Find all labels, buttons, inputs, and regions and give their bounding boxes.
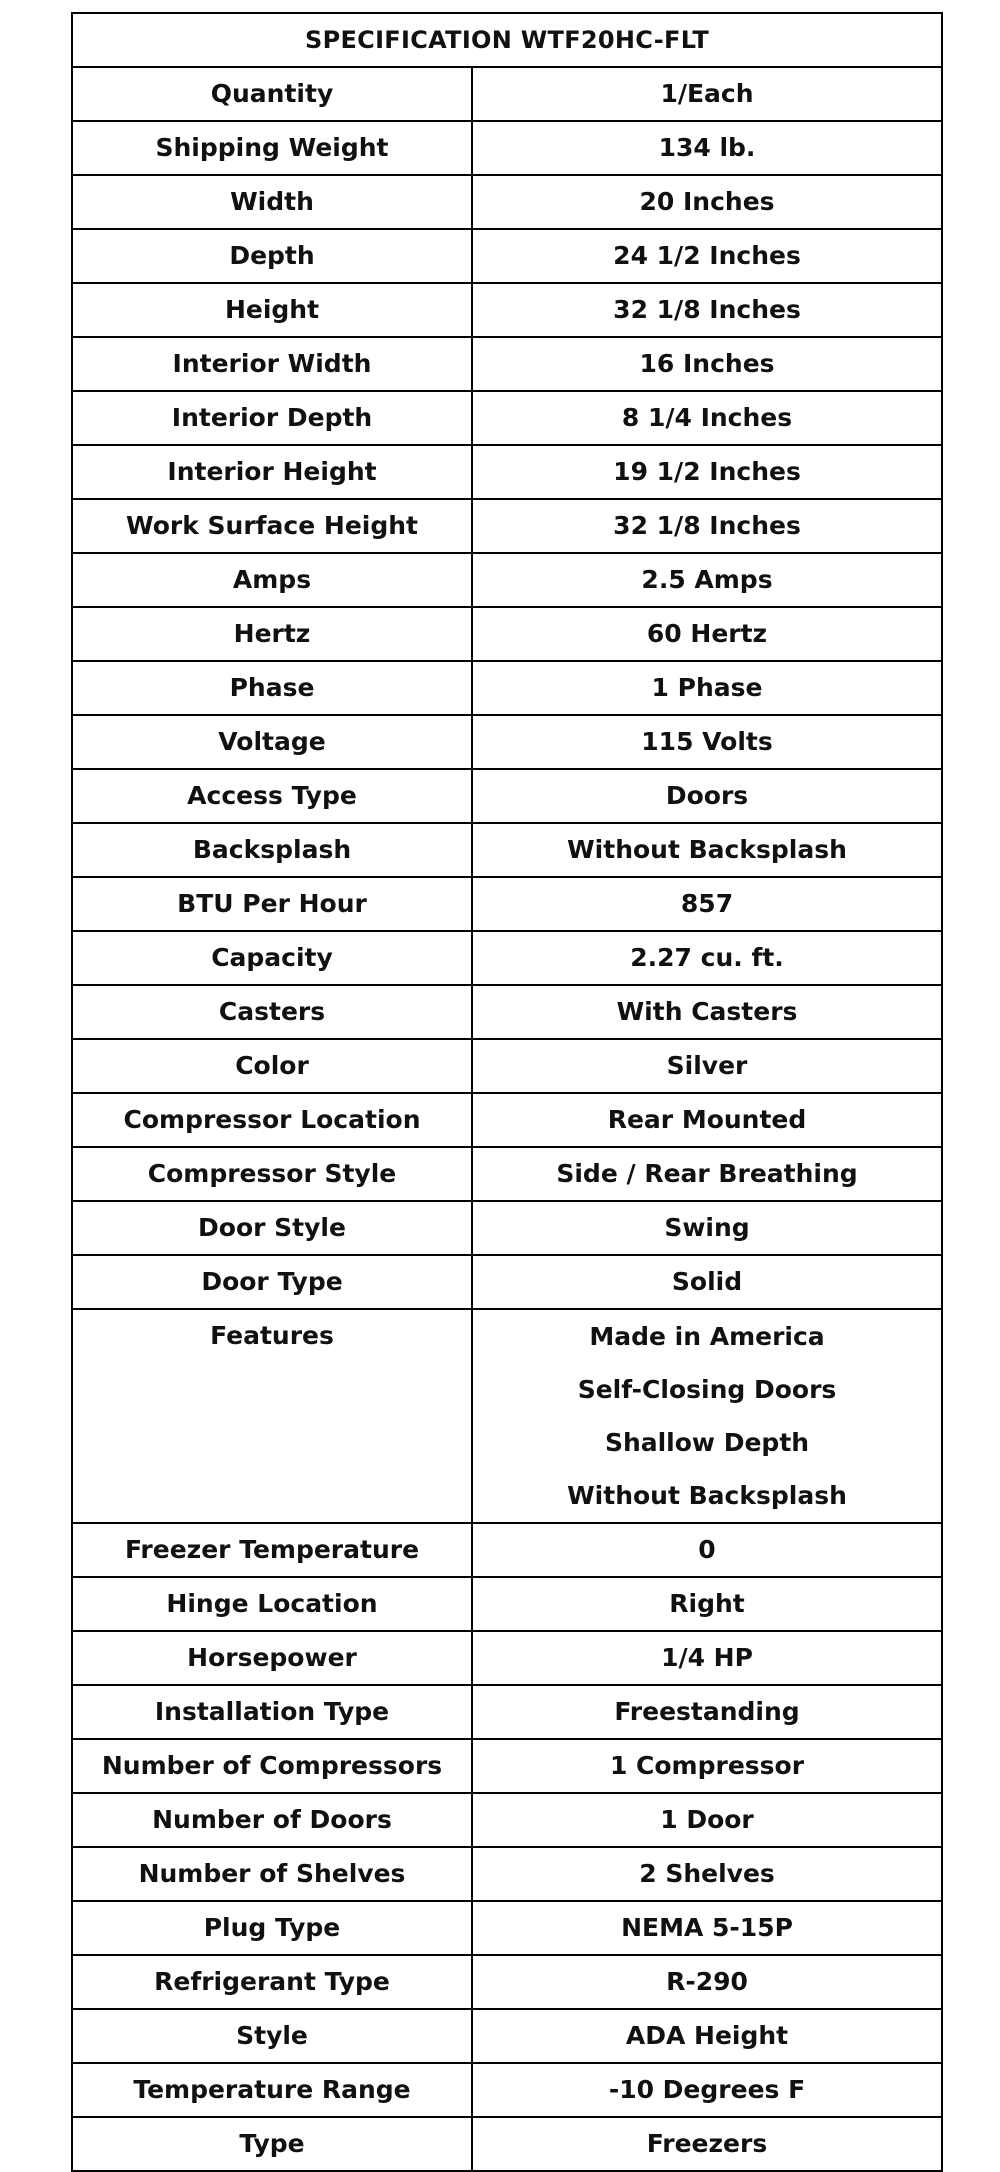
spec-value: 1 Phase [472, 661, 942, 715]
table-row [72, 2063, 942, 2117]
spec-label: Number of Compressors [72, 1739, 472, 1793]
spec-value: Silver [472, 1039, 942, 1093]
spec-value: Swing [472, 1201, 942, 1255]
spec-label: Width [72, 175, 472, 229]
spec-value: ADA Height [472, 2009, 942, 2063]
table-row [72, 1793, 942, 1847]
spec-value: 2.27 cu. ft. [472, 931, 942, 985]
spec-label: Shipping Weight [72, 121, 472, 175]
table-row [72, 1577, 942, 1631]
spec-value: Solid [472, 1255, 942, 1309]
spec-value: Rear Mounted [472, 1093, 942, 1147]
spec-value: 16 Inches [472, 337, 942, 391]
feature-item: Self-Closing Doors [577, 1375, 837, 1404]
table-row [72, 607, 942, 661]
spec-label: Style [72, 2009, 472, 2063]
spec-label: Plug Type [72, 1901, 472, 1955]
spec-value: 20 Inches [472, 175, 942, 229]
spec-value: 1/Each [472, 67, 942, 121]
spec-value: Freestanding [472, 1685, 942, 1739]
spec-label: Hertz [72, 607, 472, 661]
spec-label: Interior Width [72, 337, 472, 391]
spec-value: Side / Rear Breathing [472, 1147, 942, 1201]
table-row [72, 1739, 942, 1793]
table-row [72, 1901, 942, 1955]
spec-table-body [72, 67, 942, 2171]
spec-value: 2.5 Amps [472, 553, 942, 607]
spec-value: Freezers [472, 2117, 942, 2171]
spec-value: With Casters [472, 985, 942, 1039]
table-row [72, 1523, 942, 1577]
spec-label: Interior Depth [72, 391, 472, 445]
table-row [72, 229, 942, 283]
spec-label: Amps [72, 553, 472, 607]
spec-value: 8 1/4 Inches [472, 391, 942, 445]
spec-value: 2 Shelves [472, 1847, 942, 1901]
spec-label: Backsplash [72, 823, 472, 877]
spec-value: 134 lb. [472, 121, 942, 175]
table-row [72, 1631, 942, 1685]
feature-item: Shallow Depth [604, 1428, 810, 1457]
spec-label: Compressor Location [72, 1093, 472, 1147]
spec-label: Freezer Temperature [72, 1523, 472, 1577]
spec-label: Type [72, 2117, 472, 2171]
table-row [72, 1147, 942, 1201]
table-row [72, 931, 942, 985]
table-row [72, 391, 942, 445]
table-row [72, 337, 942, 391]
table-row [72, 499, 942, 553]
table-row [72, 1685, 942, 1739]
spec-label: Door Style [72, 1201, 472, 1255]
table-row [72, 553, 942, 607]
spec-value: 857 [472, 877, 942, 931]
spec-label: Voltage [72, 715, 472, 769]
feature-item: Made in America [589, 1322, 825, 1351]
spec-value: 1 Door [472, 1793, 942, 1847]
spec-label: Temperature Range [72, 2063, 472, 2117]
table-row [72, 1847, 942, 1901]
spec-label: Height [72, 283, 472, 337]
spec-value: 19 1/2 Inches [472, 445, 942, 499]
table-row [72, 67, 942, 121]
table-row [72, 2009, 942, 2063]
spec-value-features [472, 1309, 942, 1523]
spec-label: Depth [72, 229, 472, 283]
table-header-row [72, 13, 942, 67]
spec-label: Features [72, 1309, 472, 1523]
table-row [72, 175, 942, 229]
spec-value: -10 Degrees F [472, 2063, 942, 2117]
table-row [72, 877, 942, 931]
spec-label: Horsepower [72, 1631, 472, 1685]
spec-label: Access Type [72, 769, 472, 823]
spec-label: Hinge Location [72, 1577, 472, 1631]
spec-value: 115 Volts [472, 715, 942, 769]
spec-table-title: SPECIFICATION WTF20HC-FLT [72, 13, 942, 67]
spec-value: 32 1/8 Inches [472, 499, 942, 553]
spec-value: 32 1/8 Inches [472, 283, 942, 337]
spec-value: 1/4 HP [472, 1631, 942, 1685]
spec-value: Right [472, 1577, 942, 1631]
table-row [72, 985, 942, 1039]
spec-value: 1 Compressor [472, 1739, 942, 1793]
spec-label: Installation Type [72, 1685, 472, 1739]
table-row [72, 1093, 942, 1147]
spec-label: Quantity [72, 67, 472, 121]
table-row [72, 283, 942, 337]
spec-label: Casters [72, 985, 472, 1039]
spec-value: 24 1/2 Inches [472, 229, 942, 283]
spec-label: Number of Shelves [72, 1847, 472, 1901]
table-row [72, 661, 942, 715]
table-row [72, 2117, 942, 2171]
spec-label: BTU Per Hour [72, 877, 472, 931]
spec-label: Interior Height [72, 445, 472, 499]
table-row [72, 823, 942, 877]
spec-label: Number of Doors [72, 1793, 472, 1847]
table-row [72, 1201, 942, 1255]
spec-label: Door Type [72, 1255, 472, 1309]
spec-value: R-290 [472, 1955, 942, 2009]
spec-label: Work Surface Height [72, 499, 472, 553]
table-row [72, 769, 942, 823]
spec-label: Phase [72, 661, 472, 715]
table-row [72, 121, 942, 175]
spec-label: Capacity [72, 931, 472, 985]
table-row [72, 1955, 942, 2009]
spec-value: Without Backsplash [472, 823, 942, 877]
table-row [72, 445, 942, 499]
table-row-features [72, 1309, 942, 1523]
spec-label: Color [72, 1039, 472, 1093]
specification-table [71, 12, 943, 2172]
spec-value: 60 Hertz [472, 607, 942, 661]
feature-item: Without Backsplash [567, 1481, 847, 1510]
spec-value: 0 [472, 1523, 942, 1577]
spec-label: Refrigerant Type [72, 1955, 472, 2009]
spec-value: NEMA 5-15P [472, 1901, 942, 1955]
table-row [72, 1039, 942, 1093]
spec-value: Doors [472, 769, 942, 823]
table-row [72, 1255, 942, 1309]
spec-label: Compressor Style [72, 1147, 472, 1201]
table-row [72, 715, 942, 769]
